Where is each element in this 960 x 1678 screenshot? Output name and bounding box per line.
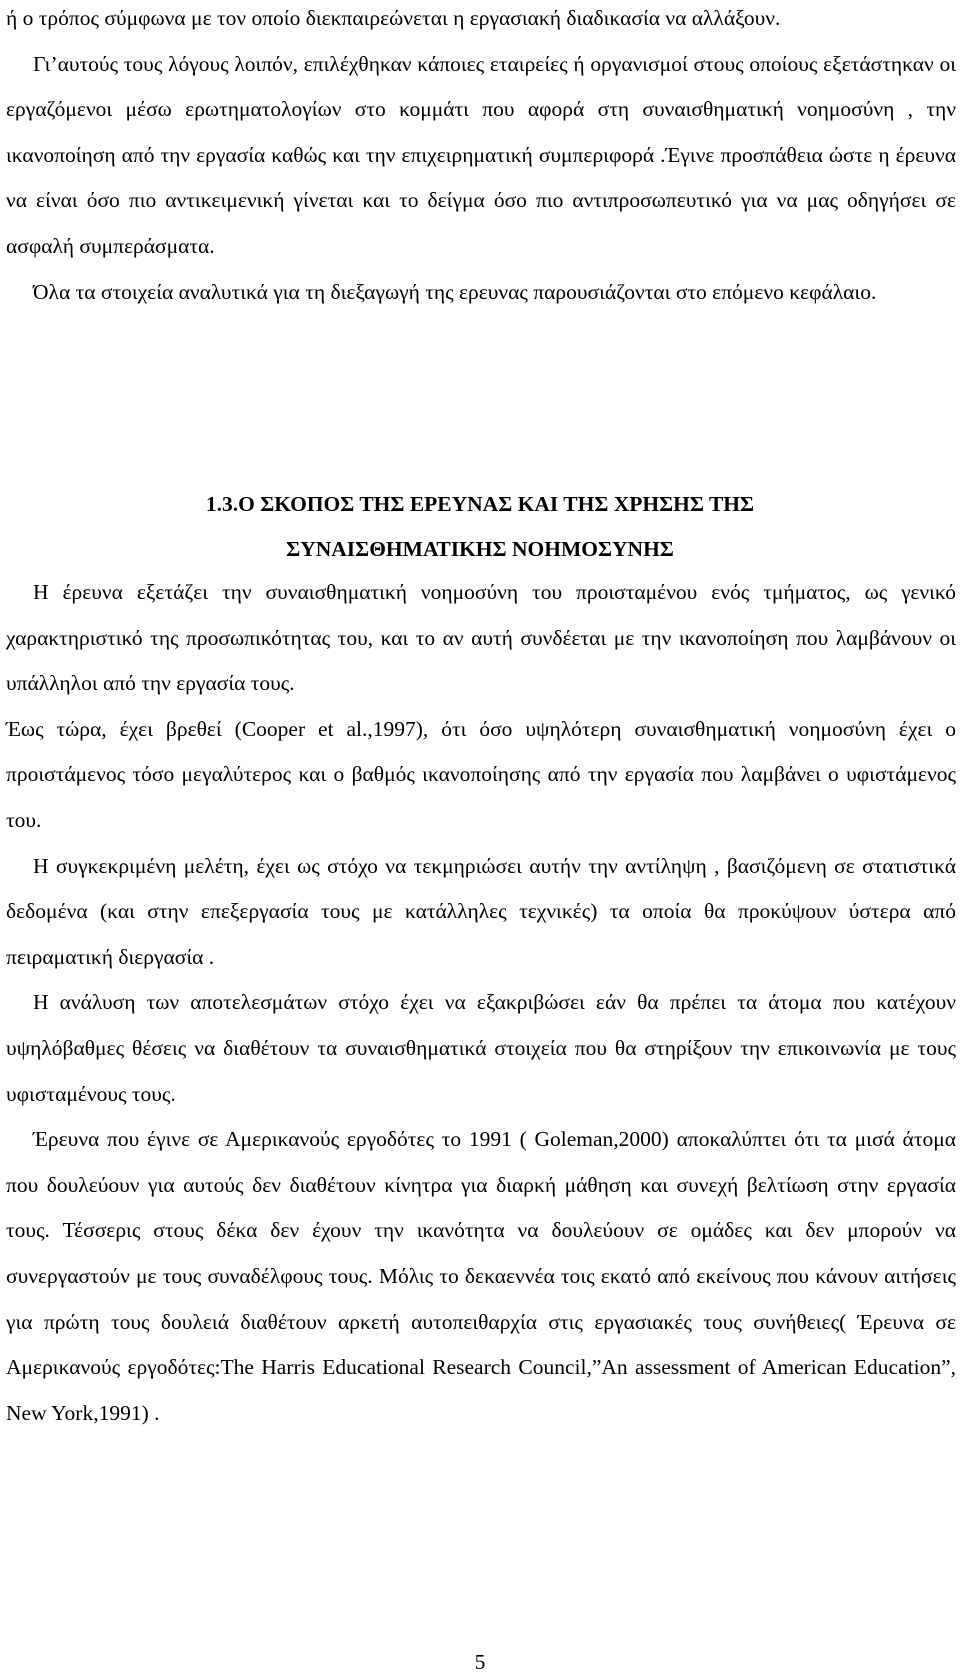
- paragraph: Η συγκεκριμένη μελέτη, έχει ως στόχο να τεκμηριώσει αυτήν την αντίληψη , βασιζόμενη σε στατιστικά δεδομένα (και στην επεξεργασία τους με κατάλληλες τεχνικές) τα οποία θα προκύψουν ύστερα από πειραματική διεργασία .: [6, 853, 956, 969]
- paragraph: Έρευνα που έγινε σε Αμερικανούς εργοδότες το 1991 ( Goleman,2000) αποκαλύπτει ότι τα μισά άτομα που δουλεύουν για αυτούς δεν διαθέτουν κίνητρα για διαρκή μάθηση και συνεχή βελτίωση στην εργασία τους. Τέσσερις στους δέκα δεν έχουν την ικανότητα να δουλεύουν σε ομάδες και δεν μπορούν να συνεργαστούν με τους συναδέλφους τους. Μόλις το δεκαεννέα τοις εκατό από εκείνους που κάνουν αιτήσεις για πρώτη τους δουλειά διαθέτουν αρκετή αυτοπειθαρχία στις εργασιακές τους συνήθειες( Έρευνα σε Αμερικανούς εργοδότες:The Harris Educational Research Council,”An assessment of American Education”, New York,1991) .: [6, 1127, 956, 1425]
- page-number: 5: [474, 1650, 486, 1674]
- section-heading-line2: ΣΥΝΑΙΣΘΗΜΑΤΙΚΗΣ ΝΟΗΜΟΣΥΝΗΣ: [286, 537, 674, 561]
- paragraph: Έως τώρα, έχει βρεθεί (Cooper et al.,1997), ότι όσο υψηλότερη συναισθηματική νοημοσύνη έχει ο προιστάμενος τόσο μεγαλύτερος και ο βαθμός ικανοποίησης από την εργασία που λαμβάνει ο υφιστάμενος του.: [6, 716, 956, 832]
- section-heading: [0, 482, 960, 572]
- paragraph: Η ανάλυση των αποτελεσμάτων στόχο έχει να εξακριβώσει εάν θα πρέπει τα άτομα που κατέχουν υψηλόβαθμες θέσεις να διαθέτουν τα συναισθηματικά στοιχεία που θα στηρίξουν την επικοινωνία με τους υφισταμένους τους.: [6, 990, 956, 1106]
- paragraph: Όλα τα στοιχεία αναλυτικά για τη διεξαγωγή της ερευνας παρουσιάζονται στο επόμενο κεφάλαιο.: [33, 279, 877, 304]
- intro-text: [6, 0, 956, 315]
- section-heading-line1: 1.3.Ο ΣΚΟΠΟΣ ΤΗΣ ΕΡΕΥΝΑΣ ΚΑΙ ΤΗΣ ΧΡΗΣΗΣ ΤΗΣ: [205, 492, 755, 516]
- section-body: [6, 570, 956, 1436]
- paragraph: ή ο τρόπος σύμφωνα με τον οποίο διεκπαιρεώνεται η εργασιακή διαδικασία να αλλάξουν.: [6, 6, 781, 30]
- paragraph: Η έρευνα εξετάζει την συναισθηματική νοημοσύνη του προισταμένου ενός τμήματος, ως γενικό χαρακτηριστικό της προσωπικότητας του, και το αν αυτή συνδέεται με την ικανοποίηση που λαμβάνουν οι υπάλληλοι από την εργασία τους.: [6, 580, 956, 696]
- paragraph: Γι’αυτούς τους λόγους λοιπόν, επιλέχθηκαν κάποιες εταιρείες ή οργανισμοί στους οποίους εξετάστηκαν οι εργαζόμενοι μέσω ερωτηματολογίων στο κομμάτι που αφορά στη συναισθηματική νοημοσύνη , την ικανοποίηση από την εργασία καθώς και την επιχειρηματική συμπεριφορά .Έγινε προσπάθεια ώστε η έρευνα να είναι όσο πιο αντικειμενική γίνεται και το δείγμα όσο πιο αντιπροσωπευτικό για να μας οδηγήσει σε ασφαλή συμπεράσματα.: [6, 51, 956, 258]
